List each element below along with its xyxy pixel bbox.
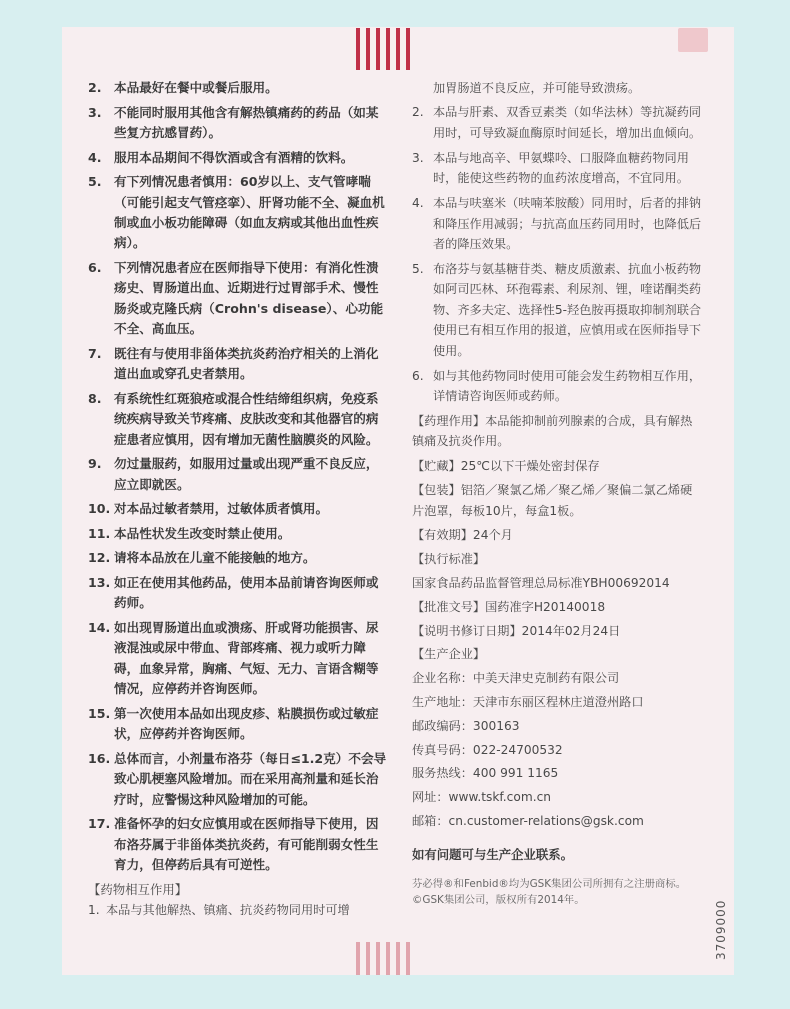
item-text: 既往有与使用非甾体类抗炎药治疗相关的上消化道出血或穿孔史者禁用。 <box>114 345 379 382</box>
company-name: 企业名称：中美天津史克制药有限公司 <box>412 671 620 686</box>
item-number: 17. <box>88 816 111 832</box>
list-item <box>88 148 388 168</box>
approval-number: 【批准文号】国药准字H20140018 <box>412 599 606 614</box>
item-text: 本品最好在餐中或餐后服用。 <box>114 80 278 95</box>
postcode: 邮政编码：300163 <box>412 718 520 733</box>
item-text: 第一次使用本品如出现皮疹、粘膜损伤或过敏症状，应停药并咨询医师。 <box>114 705 379 742</box>
list-item <box>412 148 704 189</box>
item-number: 11. <box>88 525 111 541</box>
item-number: 4. <box>88 149 102 165</box>
item-number: 5. <box>88 174 102 190</box>
manufacturer-heading: 【生产企业】 <box>412 647 486 662</box>
left-column <box>88 78 388 920</box>
item-number: 12. <box>88 550 111 566</box>
right-column <box>412 78 704 908</box>
contact-note: 如有问题可与生产企业联系。 <box>412 847 574 863</box>
interaction-item-1-continued: 加胃肠道不良反应，并可能导致溃疡。 <box>433 81 641 95</box>
item-number: 6. <box>88 260 102 275</box>
interaction-list <box>412 102 704 406</box>
item-number: 14. <box>88 620 111 635</box>
barcode-stripes <box>356 28 410 70</box>
list-item <box>88 573 388 614</box>
list-item <box>88 344 388 385</box>
revision-date: 【说明书修订日期】2014年02月24日 <box>412 623 621 638</box>
trademark-line-2: ©GSK集团公司，版权所有2014年。 <box>412 893 585 906</box>
standard-value: 国家食品药品监督管理总局标准YBH00692014 <box>412 576 670 591</box>
item-number: 4. <box>412 196 424 211</box>
item-number: 3. <box>412 150 424 165</box>
list-item <box>88 548 388 568</box>
list-item <box>88 454 388 495</box>
item-text: 本品性状发生改变时禁止使用。 <box>114 525 291 541</box>
trademark-line-1: 芬必得®和Fenbid®均为GSK集团公司所拥有之注册商标。 <box>412 878 687 891</box>
corner-mark <box>678 28 708 52</box>
item-text: 请将本品放在儿童不能接触的地方。 <box>114 550 316 566</box>
list-item <box>88 103 388 144</box>
precautions-list <box>88 78 388 875</box>
item-text: 本品与呋塞米（呋喃苯胺酸）同用时，后者的排钠和降压作用减弱；与抗高血压药同用时，也降低后者的降压效果。 <box>433 196 702 252</box>
item-number: 9. <box>88 456 102 472</box>
item-number: 10. <box>88 501 111 517</box>
item-number: 16. <box>88 750 111 766</box>
item-number: 15. <box>88 705 111 721</box>
website-link[interactable]: 网址：www.tskf.com.cn <box>412 790 552 805</box>
item-text: 本品与肝素、双香豆素类（如华法林）等抗凝药同用时，可导致凝血酶原时间延长，增加出血倾向。 <box>433 105 702 140</box>
email-link[interactable]: 邮箱：cn.customer-relations@gsk.com <box>412 814 644 829</box>
item-number: 3. <box>88 104 102 120</box>
item-number: 5. <box>412 262 424 277</box>
production-address: 生产地址：天津市东丽区程林庄道澄州路口 <box>412 695 644 710</box>
barcode-stripes-bottom <box>356 942 410 975</box>
item-text: 勿过量服药，如服用过量或出现严重不良反应，应立即就医。 <box>114 456 379 492</box>
item-text: 下列情况患者应在医师指导下使用：有消化性溃疡史、胃肠道出血、近期进行过胃部手术、慢性肠炎或克隆氏病（Crohn's disease）、心功能不全、高血压。 <box>114 260 384 337</box>
item-text: 有下列情况患者慎用：60岁以上、支气管哮喘（可能引起支气管痉挛）、肝肾功能不全、凝血机制或血小板功能障碍（如血友病或其他出血性疾病）。 <box>114 174 385 251</box>
list-item <box>88 618 388 700</box>
standard-heading: 【执行标准】 <box>412 552 486 567</box>
item-text: 不能同时服用其他含有解热镇痛药的药品（如某些复方抗感冒药）。 <box>114 104 379 140</box>
list-item <box>88 524 388 544</box>
list-item <box>412 366 704 407</box>
interaction-heading: 【药物相互作用】 <box>88 881 188 897</box>
list-item <box>88 704 388 745</box>
trademark-notice <box>412 877 704 908</box>
item-text: 布洛芬与氨基糖苷类、糖皮质激素、抗血小板药物如阿司匹林、环孢霉素、利尿剂、锂，喹诺酮类药物、齐多夫定、选择性5-羟色胺再摄取抑制剂联合使用已有相互作用的报道，应慎用或在医师指导下使用。 <box>433 262 702 358</box>
item-number: 13. <box>88 575 111 590</box>
storage-section: 【贮藏】25℃以下干燥处密封保存 <box>412 459 600 474</box>
item-text: 服用本品期间不得饮酒或含有酒精的饮料。 <box>114 149 354 165</box>
list-item <box>88 814 388 875</box>
list-item <box>88 78 388 98</box>
pharmacology-section: 【药理作用】本品能抑制前列腺素的合成，具有解热镇痛及抗炎作用。 <box>412 414 693 449</box>
list-item <box>88 389 388 450</box>
service-hotline: 服务热线：400 991 1165 <box>412 766 559 781</box>
item-text: 如正在使用其他药品，使用本品前请咨询医师或药师。 <box>114 575 379 611</box>
list-item <box>88 499 388 519</box>
item-text: 总体而言，小剂量布洛芬（每日≤1.2克）不会导致心肌梗塞风险增加。而在采用高剂量和延长治疗时，应警惕这种风险增加的可能。 <box>114 750 387 807</box>
package-section: 【包装】铝箔／聚氯乙烯／聚乙烯／聚偏二氯乙烯硬片泡罩，每板10片，每盒1板。 <box>412 483 693 518</box>
item-number: 8. <box>88 390 102 406</box>
item-text: 本品与地高辛、甲氨蝶呤、口服降血糖药物同用时，能使这些药物的血药浓度增高，不宜同用。 <box>433 150 689 186</box>
item-text: 如与其他药物同时使用可能会发生药物相互作用，详情请咨询医师或药师。 <box>433 368 702 404</box>
fax-number: 传真号码：022-24700532 <box>412 742 563 757</box>
list-item <box>412 102 704 143</box>
validity-section: 【有效期】24个月 <box>412 528 513 543</box>
list-item <box>412 259 704 361</box>
item-text: 如出现胃肠道出血或溃疡、肝或肾功能损害、尿液混浊或尿中带血、背部疼痛、视力或听力障碍，血象异常，胸痛、气短、无力、言语含糊等情况，应停药并咨询医师。 <box>114 620 379 697</box>
item-text: 对本品过敏者禁用，过敏体质者慎用。 <box>114 501 329 517</box>
list-item <box>88 258 388 340</box>
side-code: 3709000 <box>714 899 728 960</box>
item-number: 7. <box>88 345 102 361</box>
item-text: 准备怀孕的妇女应慎用或在医师指导下使用，因布洛芬属于非甾体类抗炎药，有可能削弱女性生育力，但停药后具有可逆性。 <box>114 816 379 873</box>
list-item <box>88 172 388 254</box>
item-number: 6. <box>412 368 424 383</box>
item-number: 2. <box>412 105 424 120</box>
list-item <box>412 193 704 254</box>
interaction-item-1: 1. 本品与其他解热、镇痛、抗炎药物同用时可增 <box>88 903 350 918</box>
item-text: 有系统性红斑狼疮或混合性结缔组织病，免疫系统疾病导致关节疼痛、皮肤改变和其他器官的病症患者应慎用，因有增加无菌性脑膜炎的风险。 <box>114 390 379 447</box>
item-number: 2. <box>88 80 102 95</box>
list-item <box>88 749 388 810</box>
